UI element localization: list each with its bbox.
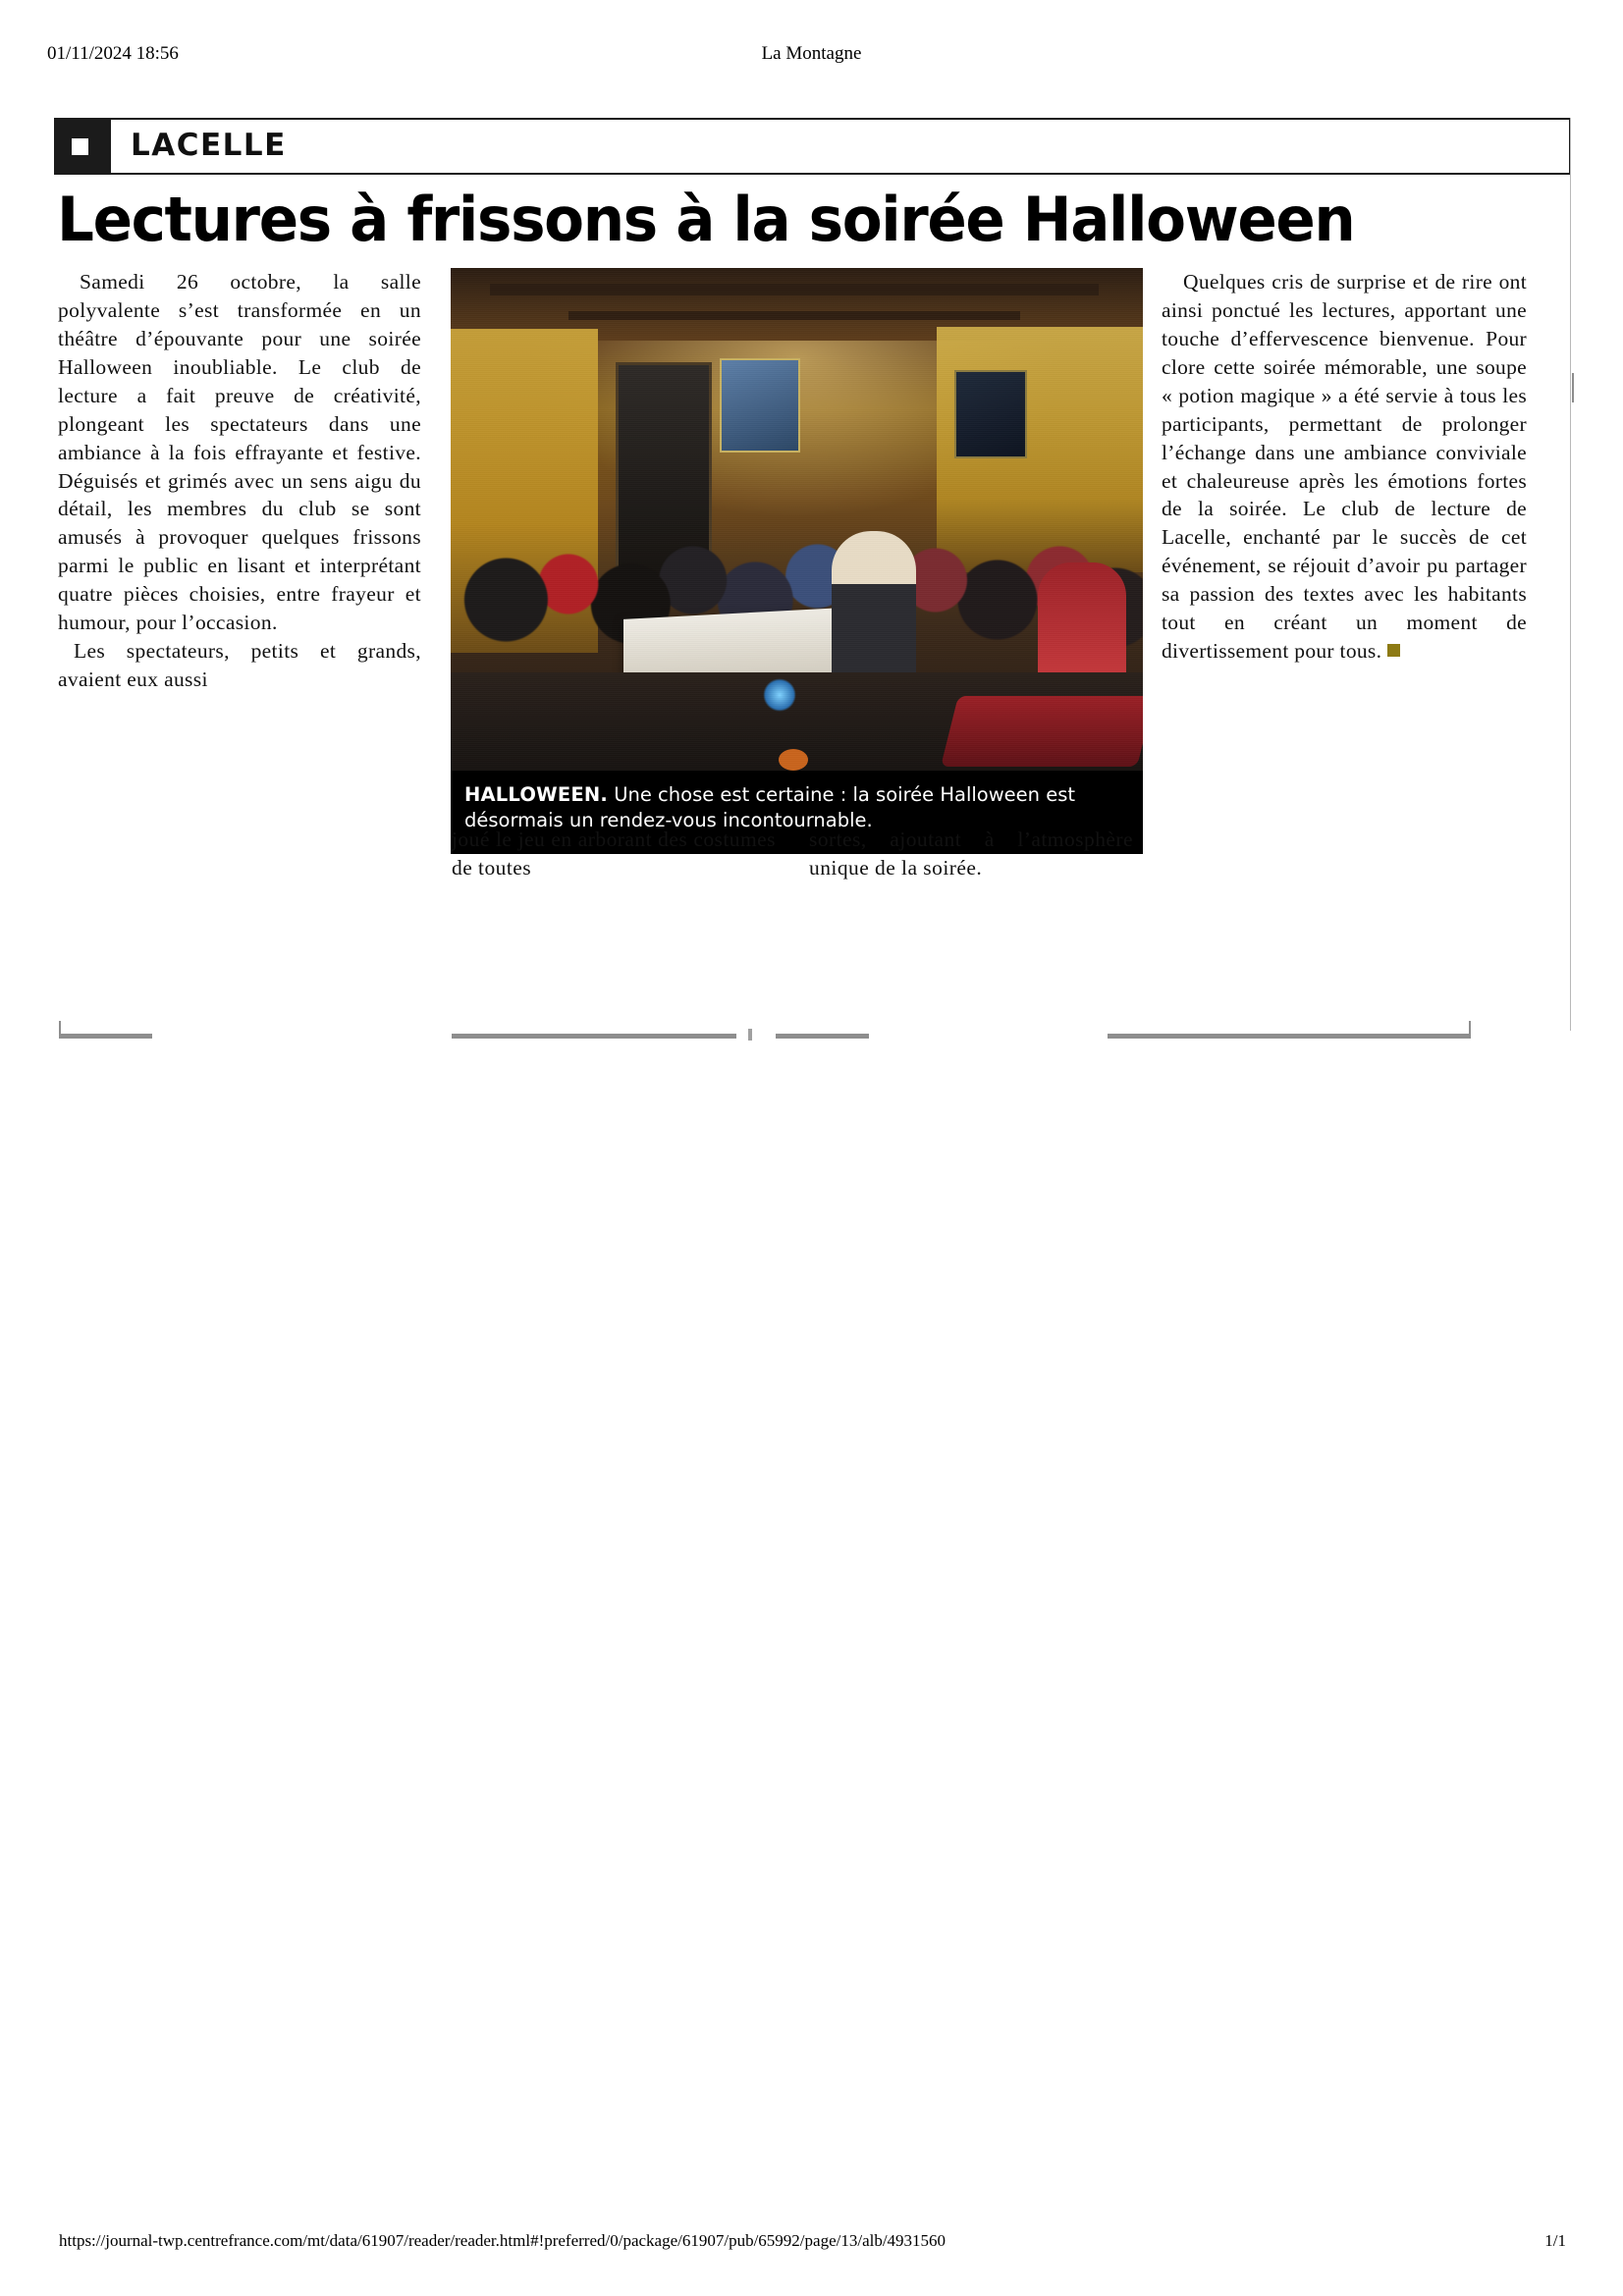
bottom-tick <box>748 1029 752 1041</box>
bottom-rule <box>452 1034 736 1039</box>
bottom-rule-end <box>59 1021 61 1035</box>
newspaper-article <box>54 118 1571 955</box>
paragraph: Les spectateurs, petits et grands, avaient eux aussi <box>58 639 421 691</box>
publication-title: La Montagne <box>761 43 862 64</box>
bottom-rule-end <box>1469 1021 1471 1035</box>
bottom-rule <box>59 1034 152 1039</box>
print-header <box>0 43 1623 65</box>
under-photo-column-left: joué le jeu en arborant des costumes de toutes <box>452 828 776 881</box>
page-edge-line <box>1570 118 1571 1031</box>
column-right <box>1162 268 1527 666</box>
column-left <box>58 268 421 694</box>
caption-text: Une chose est certaine : la soirée Halloween est désormais un rendez-vous incontournable. <box>464 783 1076 832</box>
page-edge-mark <box>1572 373 1574 402</box>
paragraph-text: Quelques cris de surprise et de rire ont ainsi ponctué les lectures, apportant une touche d’effervescence bienvenue. Pour clore cette soirée mémorable, une soupe « potion magique » a été servie à tous les participants, permettant de prolonger l’échange dans une ambiance conviviale et chaleureuse après les émotions fortes de la soirée. Le club de lecture de Lacelle, enchanté par le succès de cet événement, se réjouit d’avoir pu partager sa passion des textes avec les habitants tout en créant un moment de divertissement pour tous. <box>1162 270 1527 664</box>
source-url: https://journal-twp.centrefrance.com/mt/data/61907/reader/reader.html#!preferred/0/package/61907/pub/65992/page/13/alb/4931560 <box>59 2231 947 2250</box>
article-photo-block <box>451 268 1143 854</box>
section-name: LACELLE <box>131 128 287 163</box>
article-body <box>54 268 1571 955</box>
under-photo-columns <box>452 826 1139 882</box>
paragraph <box>1162 268 1527 666</box>
under-photo-column-right: sortes, ajoutant à l’atmosphère unique de la soirée. <box>809 828 1133 881</box>
section-marker-icon <box>56 120 111 173</box>
page-number: 1/1 <box>1544 2231 1566 2250</box>
print-footer <box>0 2231 1623 2253</box>
caption-label: HALLOWEEN. <box>464 783 609 807</box>
photo-halloween-evening <box>451 268 1143 771</box>
page-title: Lectures à frissons à la soirée Halloween <box>57 184 1355 255</box>
bottom-rule <box>1108 1034 1471 1039</box>
section-banner <box>54 118 1571 175</box>
print-datetime: 01/11/2024 18:56 <box>47 43 179 64</box>
end-of-article-icon <box>1387 644 1400 657</box>
paragraph: Samedi 26 octobre, la salle polyvalente s’est transformée en un théâtre d’épouvante pour une soirée Halloween inoubliable. Le club de lecture a fait preuve de créativité, plongeant les spectateurs dans une ambiance à la fois effrayante et festive. Déguisés et grimés avec un sens aigu du détail, les membres du club se sont amusés à provoquer quelques frissons parmi le public en lisant et interprétant quatre pièces choisies, entre frayeur et humour, pour l’occasion. <box>58 270 421 635</box>
bottom-rule <box>776 1034 869 1039</box>
